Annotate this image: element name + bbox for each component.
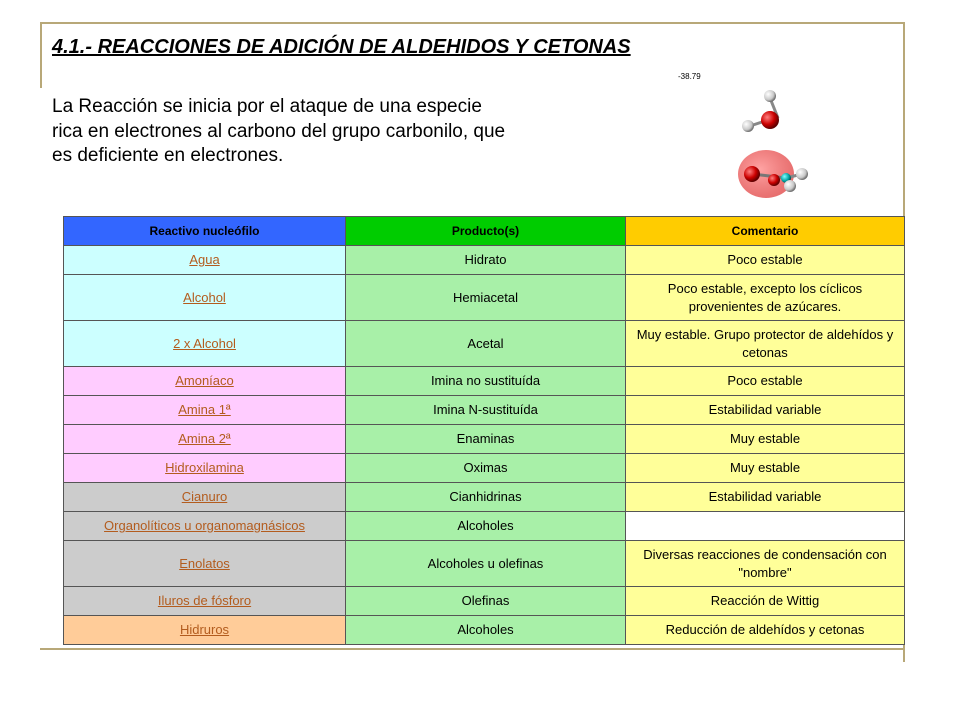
table-row <box>64 512 905 541</box>
reactivo-cell <box>64 367 346 396</box>
producto-cell: Alcoholes <box>346 616 626 645</box>
comentario-cell: Muy estable <box>626 454 905 483</box>
reactivo-cell <box>64 454 346 483</box>
reactivo-link-2x-alcohol[interactable]: 2 x Alcohol <box>173 335 236 351</box>
reactivo-link-cianuro[interactable]: Cianuro <box>181 489 228 505</box>
frame-bottom-rule <box>40 648 905 650</box>
comentario-cell: Estabilidad variable <box>626 396 905 425</box>
comentario-cell: Poco estable <box>626 367 905 396</box>
reactivo-cell <box>64 483 346 512</box>
header-reactivo: Reactivo nucleófilo <box>64 217 346 246</box>
frame-left-rule <box>40 22 42 88</box>
reactivo-link-enolatos[interactable]: Enolatos <box>179 555 230 571</box>
producto-cell: Hidrato <box>346 246 626 275</box>
comentario-cell: Estabilidad variable <box>626 483 905 512</box>
table-row <box>64 367 905 396</box>
header-comentario: Comentario <box>626 217 905 246</box>
producto-cell: Cianhidrinas <box>346 483 626 512</box>
reactivo-link-hidroxilamina[interactable]: Hidroxilamina <box>165 460 244 476</box>
reactivo-cell <box>64 275 346 321</box>
molecule-energy-label: -38.79 <box>678 72 701 81</box>
reactivo-cell <box>64 246 346 275</box>
water-carbonyl-molecule-icon <box>728 82 818 202</box>
table-row <box>64 321 905 367</box>
reactivo-cell <box>64 587 346 616</box>
reactivo-cell <box>64 396 346 425</box>
reactivo-cell <box>64 321 346 367</box>
table-row <box>64 275 905 321</box>
comentario-cell <box>626 512 905 541</box>
reactivo-link-amina-1[interactable]: Amina 1ª <box>178 402 231 418</box>
producto-cell: Acetal <box>346 321 626 367</box>
producto-cell: Alcoholes u olefinas <box>346 541 626 587</box>
reactivo-link-hidruros[interactable]: Hidruros <box>179 622 230 638</box>
producto-cell: Enaminas <box>346 425 626 454</box>
reactivo-cell <box>64 512 346 541</box>
producto-cell: Imina N-sustituída <box>346 396 626 425</box>
table-row <box>64 541 905 587</box>
reactivo-link-agua[interactable]: Agua <box>189 252 220 268</box>
reactivo-cell <box>64 541 346 587</box>
comentario-cell: Muy estable. Grupo protector de aldehídos y cetonas <box>626 321 905 367</box>
comentario-cell: Reducción de aldehídos y cetonas <box>626 616 905 645</box>
comentario-cell: Diversas reacciones de condensación con "nombre" <box>626 541 905 587</box>
table-row <box>64 425 905 454</box>
table-row <box>64 396 905 425</box>
reactivo-cell <box>64 425 346 454</box>
producto-cell: Hemiacetal <box>346 275 626 321</box>
producto-cell: Oximas <box>346 454 626 483</box>
comentario-cell: Reacción de Wittig <box>626 587 905 616</box>
comentario-cell: Poco estable <box>626 246 905 275</box>
reactivo-link-amoniaco[interactable]: Amoníaco <box>175 373 234 389</box>
table-row <box>64 483 905 512</box>
table-header-row <box>64 217 905 246</box>
reactions-table <box>63 216 905 645</box>
reactivo-link-iluros[interactable]: Iluros de fósforo <box>157 593 252 609</box>
table-row <box>64 454 905 483</box>
reactivo-link-amina-2[interactable]: Amina 2ª <box>178 431 231 447</box>
page-title: 4.1.- REACCIONES DE ADICIÓN DE ALDEHIDOS Y CETONAS <box>52 36 631 58</box>
intro-paragraph: La Reacción se inicia por el ataque de una especie rica en electrones al carbono del grupo carbonilo, que es deficiente en electrones. <box>52 96 506 167</box>
table-row <box>64 246 905 275</box>
producto-cell: Olefinas <box>346 587 626 616</box>
producto-cell: Alcoholes <box>346 512 626 541</box>
frame-top-rule <box>40 22 905 24</box>
table-row <box>64 616 905 645</box>
reactivo-link-alcohol[interactable]: Alcohol <box>183 289 226 305</box>
reactivo-link-organoliticos[interactable]: Organolíticos u organomagnásicos <box>104 518 305 534</box>
table-row <box>64 587 905 616</box>
comentario-cell: Muy estable <box>626 425 905 454</box>
header-producto: Producto(s) <box>346 217 626 246</box>
producto-cell: Imina no sustituída <box>346 367 626 396</box>
comentario-cell: Poco estable, excepto los cíclicos provenientes de azúcares. <box>626 275 905 321</box>
reactivo-cell <box>64 616 346 645</box>
